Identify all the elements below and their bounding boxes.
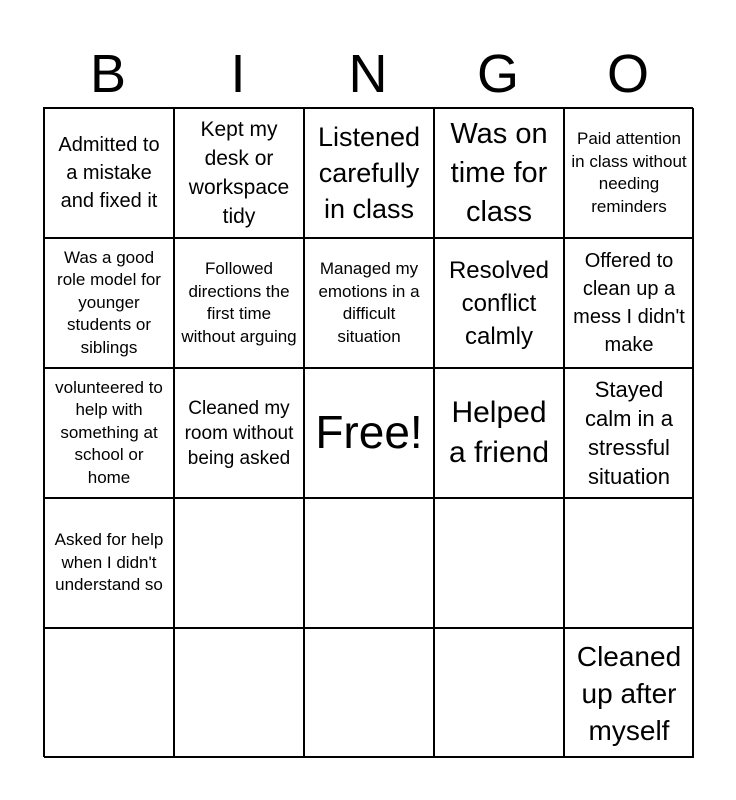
header-letter-g: G bbox=[476, 44, 519, 104]
empty-cell[interactable] bbox=[174, 498, 304, 628]
empty-cell[interactable] bbox=[304, 628, 434, 758]
bingo-cell[interactable]: Cleaned up after myself bbox=[564, 628, 694, 758]
empty-cell[interactable] bbox=[434, 628, 564, 758]
bingo-header bbox=[43, 42, 693, 106]
bingo-cell[interactable]: Was a good role model for younger students or siblings bbox=[44, 238, 174, 368]
empty-cell[interactable] bbox=[304, 498, 434, 628]
bingo-cell[interactable]: Cleaned my room without being asked bbox=[174, 368, 304, 498]
header-letter-b: B bbox=[89, 44, 127, 104]
bingo-cell[interactable]: Stayed calm in a stressful situation bbox=[564, 368, 694, 498]
empty-cell[interactable] bbox=[174, 628, 304, 758]
bingo-grid bbox=[43, 107, 693, 757]
header-letter-i: I bbox=[230, 44, 246, 104]
empty-cell[interactable] bbox=[434, 498, 564, 628]
bingo-cell[interactable]: Paid attention in class without needing reminders bbox=[564, 108, 694, 238]
bingo-cell[interactable]: Managed my emotions in a difficult situation bbox=[304, 238, 434, 368]
bingo-cell[interactable]: volunteered to help with something at school or home bbox=[44, 368, 174, 498]
bingo-cell[interactable]: Admitted to a mistake and fixed it bbox=[44, 108, 174, 238]
empty-cell[interactable] bbox=[564, 498, 694, 628]
bingo-cell[interactable]: Followed directions the first time without arguing bbox=[174, 238, 304, 368]
free-space-cell[interactable]: Free! bbox=[304, 368, 434, 498]
header-letter-n: N bbox=[348, 44, 388, 104]
bingo-cell[interactable]: Asked for help when I didn't understand so bbox=[44, 498, 174, 628]
bingo-cell[interactable]: Offered to clean up a mess I didn't make bbox=[564, 238, 694, 368]
bingo-cell[interactable]: Helped a friend bbox=[434, 368, 564, 498]
bingo-cell[interactable]: Listened carefully in class bbox=[304, 108, 434, 238]
bingo-cell[interactable]: Kept my desk or workspace tidy bbox=[174, 108, 304, 238]
bingo-cell[interactable]: Resolved conflict calmly bbox=[434, 238, 564, 368]
empty-cell[interactable] bbox=[44, 628, 174, 758]
bingo-cell[interactable]: Was on time for class bbox=[434, 108, 564, 238]
header-letter-o: O bbox=[606, 44, 649, 104]
